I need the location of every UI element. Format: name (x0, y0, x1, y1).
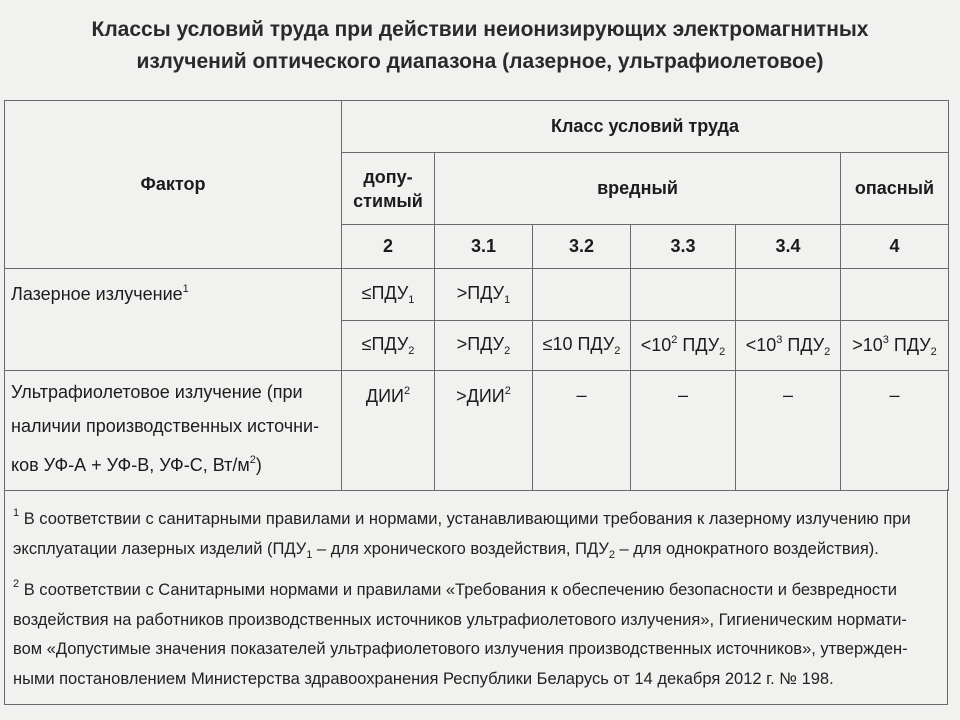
footnote-1-line-1: $^1$ В соответствии с санитарными правилами и нормами, устанавливающими требования к лазерному излучению при (13, 507, 911, 528)
laser-row2-class3-2: ≤10 $ПДУ_2$ (533, 321, 631, 371)
factor-uv (5, 371, 342, 491)
classes-table (4, 100, 949, 491)
uv-class2: ДИИ$^2$ (342, 371, 435, 491)
title-line-2: излучений оптического диапазона (лазерное, ультрафиолетовое) (136, 50, 824, 73)
header-class-group: Класс условий труда (342, 101, 949, 153)
footnote-1-line-2: эксплуатации лазерных изделий ($ПДУ_1$ – для хронического воздействия, $ПДУ_2$ – для однократного воздействия). (13, 539, 879, 561)
title-line-1: Классы условий труда при действии неионизирующих электромагнитных (91, 18, 869, 41)
header-permissible (342, 153, 435, 225)
header-factor: Фактор (5, 101, 342, 269)
laser-row2-class4: $>10^3$ $ПДУ_2$ (841, 321, 949, 371)
header-permissible-text: допу-стимый (353, 166, 423, 211)
footnote-2-line-4: ными постановлением Министерства здравоохранения Республики Беларусь от 14 декабря 2012 г. № 198. (13, 669, 834, 688)
empty-cell (736, 269, 841, 321)
footnote-2-line-1: $^2$ В соответствии с Санитарными нормами и правилами «Требования к обеспечению безопасности и безвредности (13, 578, 897, 599)
laser-row1-class2: $\le ПДУ_1$ (342, 269, 435, 321)
factor-uv-line-3: ков УФ-А + УФ-В, УФ-С, $Вт/м^2$) (11, 454, 262, 475)
laser-row1-class3-1: $>ПДУ_1$ (435, 269, 533, 321)
factor-uv-line-1: Ультрафиолетовое излучение (при (11, 382, 303, 402)
uv-class3-1: $>ДИИ^2$ (435, 371, 533, 491)
footnote-2-line-2: воздействия на работников производственных источников ультрафиолетового излучения», Гигиеническим нормати- (13, 610, 907, 629)
uv-class3-2: – (533, 371, 631, 491)
page-title (0, 14, 960, 78)
uv-class3-4: – (736, 371, 841, 491)
footnote-2-line-3: вом «Допустимые значения показателей ультрафиолетового излучения производственных источников», утвержден- (13, 640, 908, 658)
class-number: 2 (342, 225, 435, 269)
class-number: 3.4 (736, 225, 841, 269)
uv-class3-3: – (631, 371, 736, 491)
class-number: 3.1 (435, 225, 533, 269)
laser-row2-class3-3: $<10^2$ $ПДУ_2$ (631, 321, 736, 371)
footnote-mark: 1 (182, 283, 189, 295)
class-number: 4 (841, 225, 949, 269)
factor-laser (5, 269, 342, 371)
factor-laser-label: Лазерное излучение (11, 284, 183, 304)
class-number: 3.3 (631, 225, 736, 269)
laser-row2-class3-4: $<10^3$ $ПДУ_2$ (736, 321, 841, 371)
laser-row2-class3-1: $>ПДУ_2$ (435, 321, 533, 371)
empty-cell (631, 269, 736, 321)
laser-row2-class2: $\le ПДУ_2$ (342, 321, 435, 371)
header-harmful: вредный (435, 153, 841, 225)
footnotes (4, 489, 948, 705)
empty-cell (533, 269, 631, 321)
uv-class4: – (841, 371, 949, 491)
empty-cell (841, 269, 949, 321)
factor-uv-line-2: наличии производственных источни- (11, 416, 320, 436)
class-number: 3.2 (533, 225, 631, 269)
header-dangerous: опасный (841, 153, 949, 225)
